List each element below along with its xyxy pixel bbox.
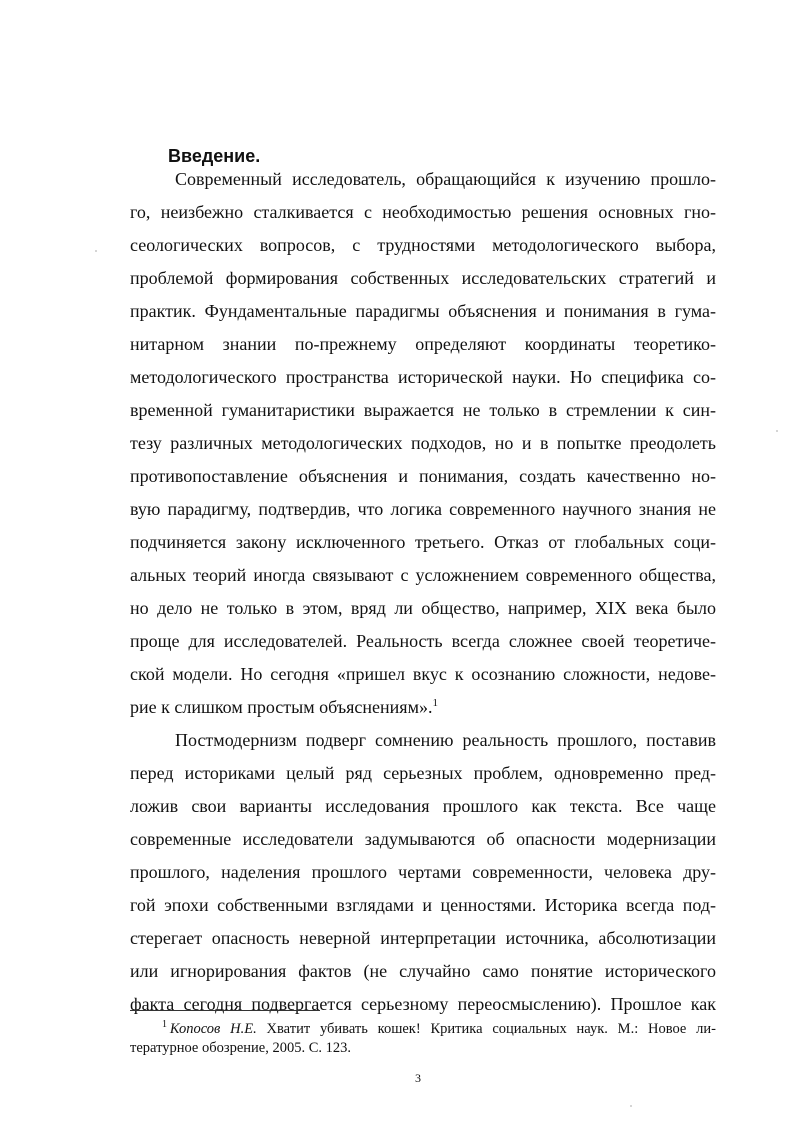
- paragraph-line: практик. Фундаментальные парадигмы объяснения и понимания в гума-: [130, 301, 716, 321]
- paragraph-line: ской модели. Но сегодня «пришел вкус к осознанию сложности, недове-: [130, 664, 716, 684]
- paragraph-line: тезу различных методологических подходов, но и в попытке преодолеть: [130, 433, 716, 453]
- paragraph-line: ложив свои варианты исследования прошлого как текста. Все чаще: [130, 796, 716, 816]
- paragraph-line: методологического пространства исторической науки. Но специфика со-: [130, 367, 716, 387]
- footnote-author: Копосов Н.Е.: [169, 1021, 257, 1037]
- scan-speck: [630, 1105, 632, 1107]
- paragraph-line: или игнорирования фактов (не случайно само понятие исторического: [130, 961, 716, 981]
- paragraph-line: факта сегодня подвергается серьезному переосмыслению). Прошлое как: [130, 994, 716, 1014]
- paragraph-line: временной гуманитаристики выражается не только в стремлении к син-: [130, 400, 716, 420]
- paragraph-line: проще для исследователей. Реальность всегда сложнее своей теоретиче-: [130, 631, 716, 651]
- paragraph-line: прошлого, наделения прошлого чертами современности, человека дру-: [130, 862, 716, 882]
- paragraph-line: Современный исследователь, обращающийся к изучению прошло-: [175, 169, 716, 189]
- footnote-separator: [130, 1010, 320, 1011]
- footnote-number: 1: [162, 1019, 167, 1031]
- paragraph-line: нитарном знании по-прежнему определяют координаты теоретико-: [130, 334, 716, 354]
- paragraph-last-line: [130, 696, 716, 718]
- paragraph-line: современные исследователи задумываются об опасности модернизации: [130, 829, 716, 849]
- paragraph-line: стерегает опасность неверной интерпретации источника, абсолютизации: [130, 928, 716, 948]
- paragraph-line: рие к слишком простым объяснениям».: [130, 697, 433, 717]
- paragraph-line: подчиняется закону исключенного третьего. Отказ от глобальных соци-: [130, 532, 716, 552]
- paragraph-line: но дело не только в этом, вряд ли общество, например, XIX века было: [130, 598, 716, 618]
- page-number: 3: [415, 1071, 421, 1085]
- scan-speck: [95, 250, 97, 252]
- paragraph-line: Постмодернизм подверг сомнению реальность прошлого, поставив: [175, 730, 716, 750]
- footnote-line: тературное обозрение, 2005. С. 123.: [130, 1040, 352, 1056]
- paragraph-line: сеологических вопросов, с трудностями методологического выбора,: [130, 235, 716, 255]
- footnote-text: Хватит убивать кошек! Критика социальных наук. М.: Новое ли-: [256, 1021, 716, 1037]
- paragraph-line: проблемой формирования собственных исследовательских стратегий и: [130, 268, 716, 288]
- paragraph-line: противопоставление объяснения и понимания, создать качественно но-: [130, 466, 716, 486]
- footnote-line: [162, 1020, 716, 1038]
- section-heading: Введение.: [168, 146, 261, 166]
- paragraph-line: гой эпохи собственными взглядами и ценностями. Историка всегда под-: [130, 895, 716, 915]
- footnote-reference[interactable]: 1: [432, 697, 438, 709]
- paragraph-line: вую парадигму, подтвердив, что логика современного научного знания не: [130, 499, 716, 519]
- scan-speck: [776, 430, 778, 432]
- paragraph-line: го, неизбежно сталкивается с необходимостью решения основных гно-: [130, 202, 716, 222]
- paragraph-line: перед историками целый ряд серьезных проблем, одновременно пред-: [130, 763, 716, 783]
- paragraph-line: альных теорий иногда связывают с усложнением современного общества,: [130, 565, 716, 585]
